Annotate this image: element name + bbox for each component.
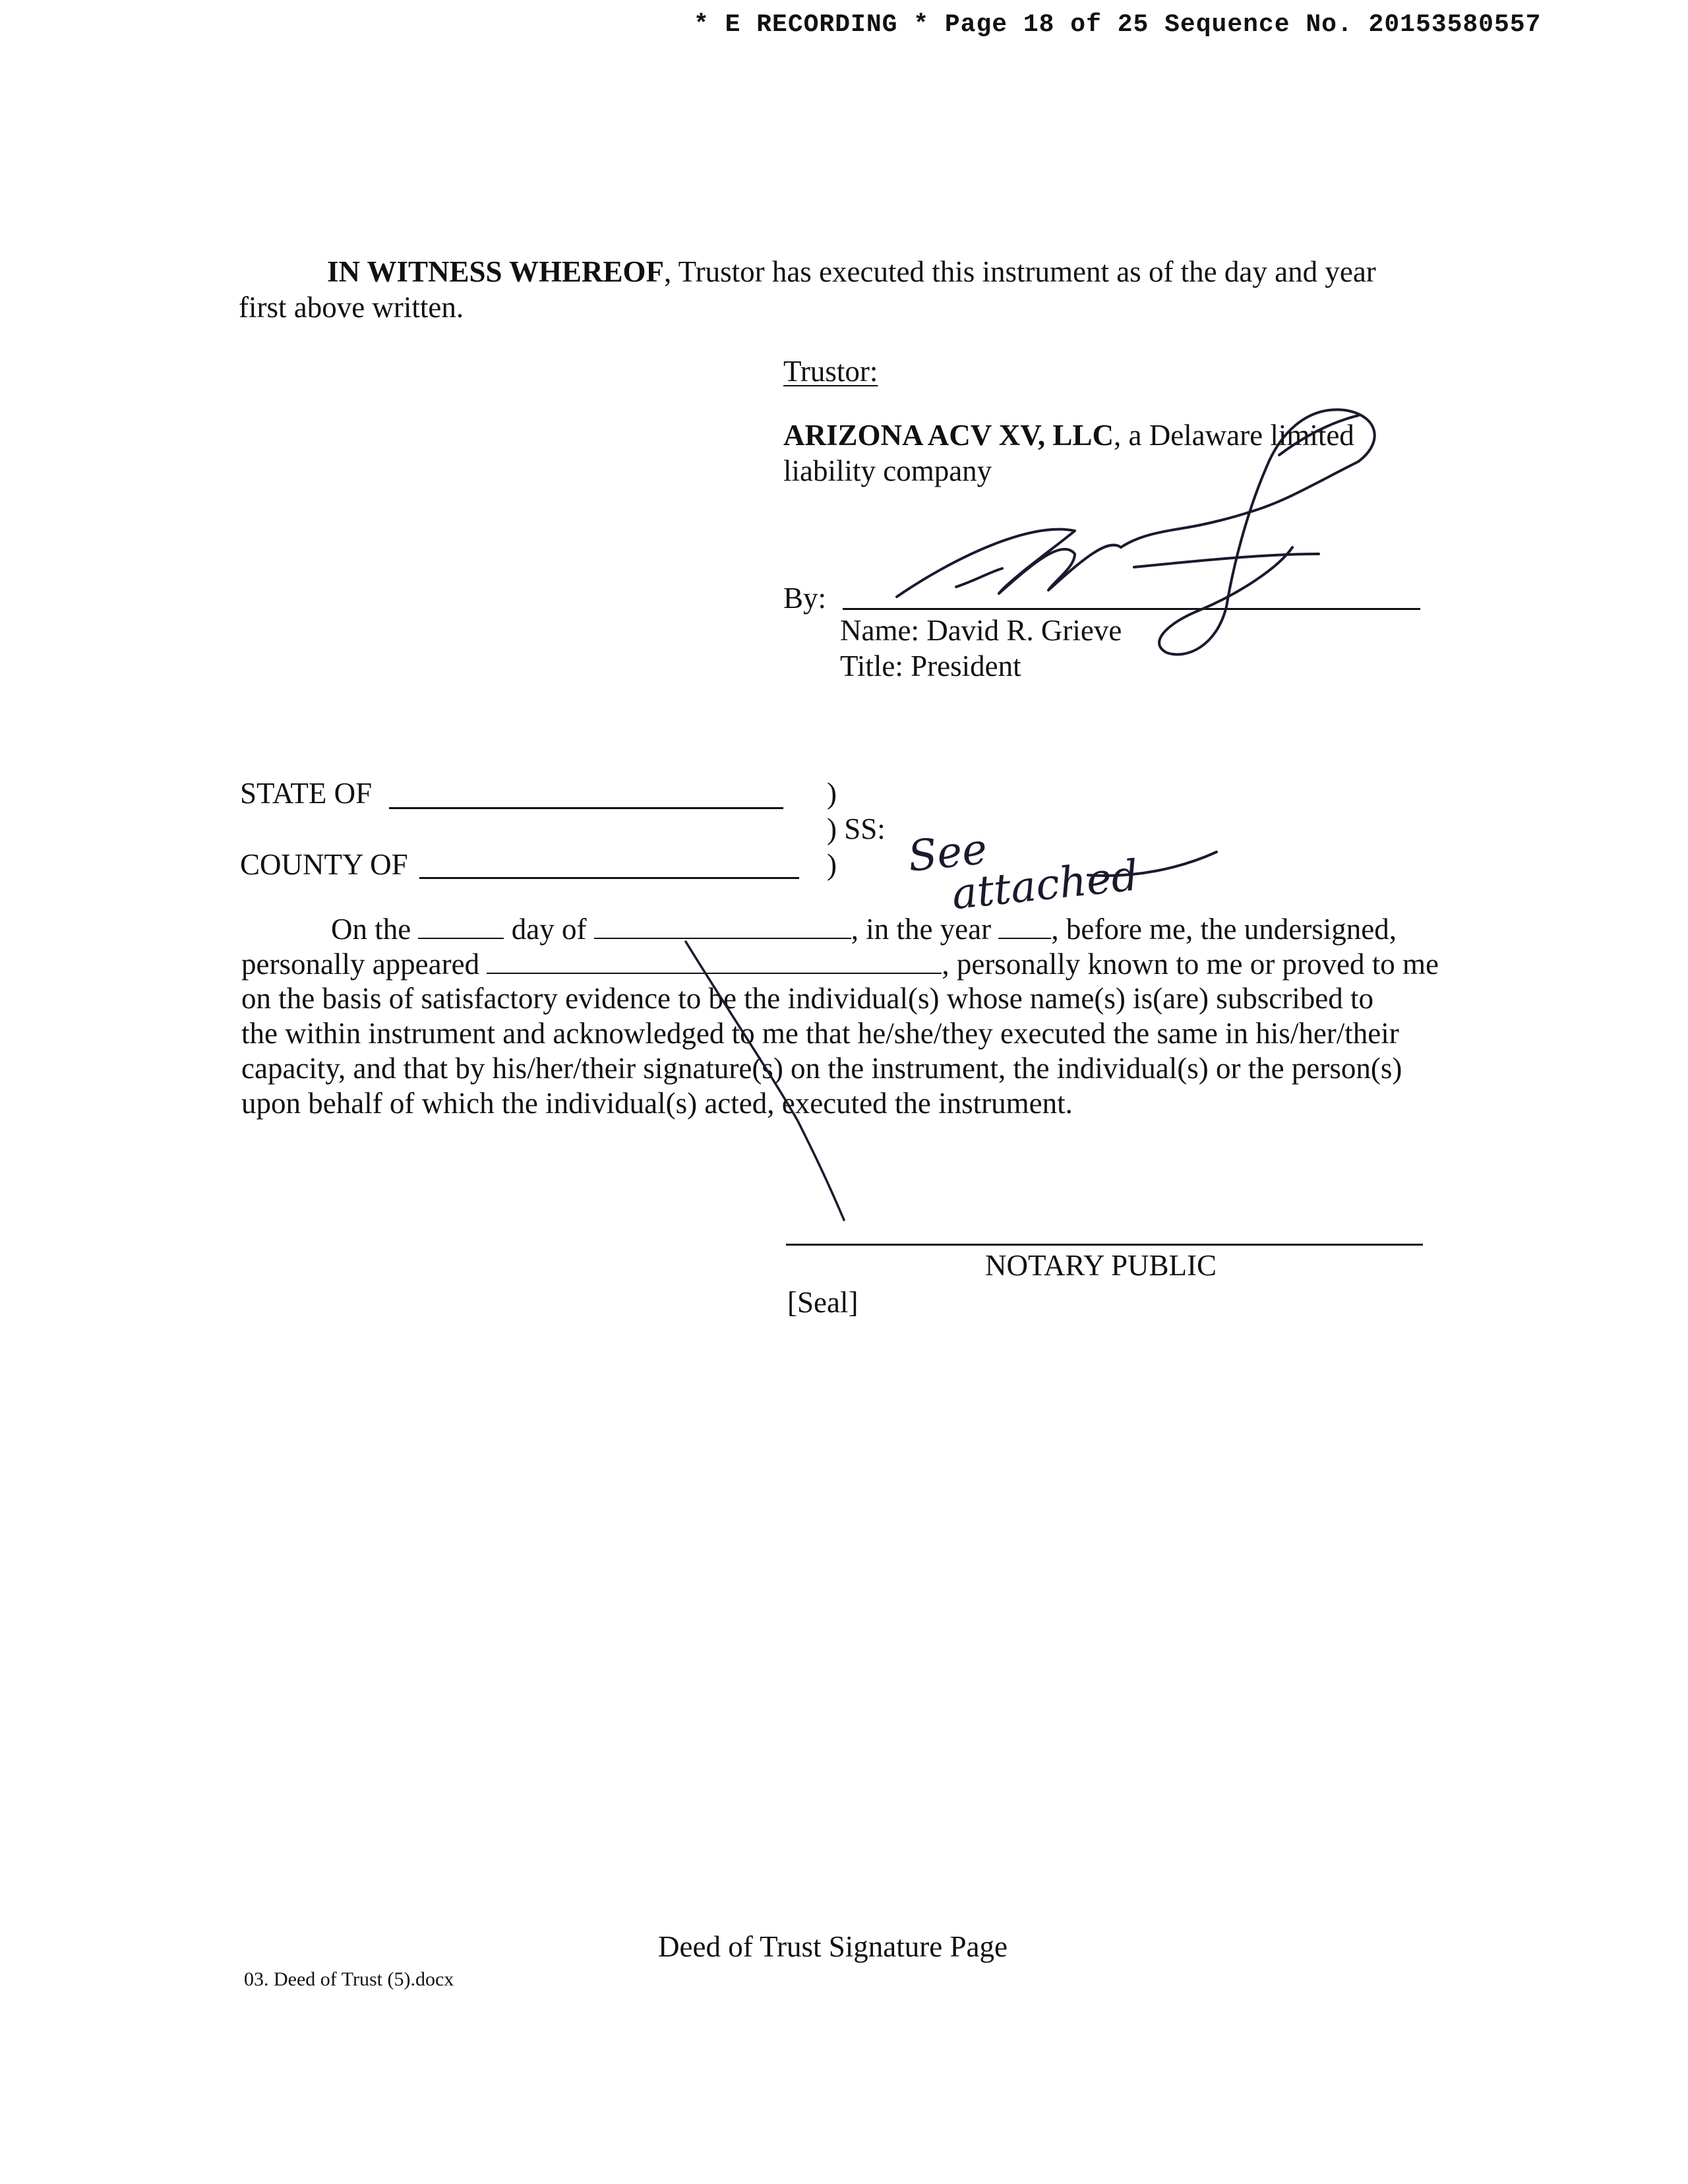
seal-label: [Seal]	[787, 1286, 859, 1319]
signer-name: Name: David R. Grieve	[840, 614, 1122, 647]
county-blank-line	[419, 877, 799, 879]
year-blank	[998, 913, 1051, 939]
county-of-label: COUNTY OF	[240, 848, 408, 881]
file-name: 03. Deed of Trust (5).docx	[244, 1968, 454, 1990]
paren-ss: ) SS:	[827, 812, 886, 845]
ack-on-the: On the	[331, 913, 411, 946]
ack-personally-appeared: personally appeared	[241, 948, 480, 981]
page-footer-title: Deed of Trust Signature Page	[658, 1930, 1008, 1963]
ack-line-4: the within instrument and acknowledged to me that he/she/they executed the same in his/her/their	[241, 1017, 1399, 1050]
ack-line-3: on the basis of satisfactory evidence to be the individual(s) whose name(s) is(are) subscribed to	[241, 982, 1373, 1015]
state-of-label: STATE OF	[240, 777, 373, 810]
ack-day-of: day of	[511, 913, 587, 946]
paren-1: )	[827, 777, 837, 810]
handwritten-underline	[1081, 845, 1226, 885]
state-blank-line	[389, 807, 783, 809]
trustor-company-line-2: liability company	[783, 454, 992, 487]
handwritten-note-line-2: attached	[950, 851, 1141, 920]
strike-through-line	[679, 936, 851, 1227]
ack-before-me: , before me, the undersigned,	[1051, 913, 1397, 946]
month-blank	[594, 913, 851, 939]
handwritten-note-line-1: See	[905, 824, 990, 882]
paren-3: )	[827, 848, 837, 881]
witness-line-1	[327, 254, 1376, 289]
company-desc: , a Delaware limited	[1113, 419, 1354, 452]
company-name: ARIZONA ACV XV, LLC	[783, 419, 1114, 452]
ack-in-year: , in the year	[851, 913, 992, 946]
by-label: By:	[783, 582, 827, 615]
ack-line-1	[331, 911, 1397, 947]
ack-line-6: upon behalf of which the individual(s) acted, executed the instrument.	[241, 1087, 1073, 1120]
recording-stamp: * E RECORDING * Page 18 of 25 Sequence No. 20153580557	[694, 11, 1542, 39]
ack-line-5: capacity, and that by his/her/their signature(s) on the instrument, the individual(s) or the person(s)	[241, 1052, 1402, 1085]
day-blank	[418, 913, 504, 939]
witness-text: , Trustor has executed this instrument as of the day and year	[664, 255, 1376, 288]
witness-lead: IN WITNESS WHEREOF	[327, 255, 664, 288]
notary-public-label: NOTARY PUBLIC	[985, 1249, 1217, 1282]
witness-line-2: first above written.	[239, 291, 464, 324]
trustor-label: Trustor:	[783, 355, 878, 388]
notary-signature-line	[786, 1244, 1423, 1246]
signer-title: Title: President	[840, 650, 1021, 682]
ack-personally-known: , personally known to me or proved to me	[942, 948, 1439, 981]
